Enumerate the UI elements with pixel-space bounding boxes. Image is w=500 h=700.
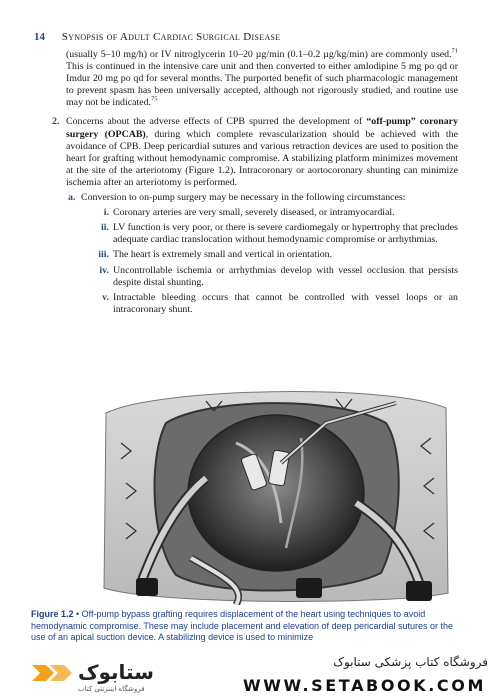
- shop-url[interactable]: WWW.SETABOOK.COM: [243, 676, 486, 695]
- sub-item-label: a.: [68, 192, 76, 204]
- setabook-logo-icon: [30, 657, 160, 695]
- caption-text: Off-pump bypass grafting requires displacement of the heart using techniques to avoid hemodynamic compromise. These may include placement and elevation of deep pericardial sutures or the use of an apical suction device. A stabilizing device is used to minimize: [31, 609, 454, 643]
- surgical-illustration: [96, 383, 454, 605]
- running-title: Synopsis of Adult Cardiac Surgical Disease: [61, 31, 281, 43]
- roman-item: ii. LV function is very poor, or there is severe cardiomegaly or hypertrophy that precludes adequate cardiac translocation without hemodynamic compromise or arrhythmias.: [113, 222, 458, 246]
- figure-label: Figure 1.2: [31, 609, 74, 619]
- roman-label: iv.: [99, 264, 109, 276]
- continuation-paragraph: (usually 5–10 mg/h) or IV nitroglycerin 10–20 µg/min (0.1–0.2 µg/kg/min) are commonly used.$^{71}$ This is continued in the intensive care unit and then converted to either amlodipine 5 mg po qd or Imdur 20 mg po qd for several months. The purported benefit of such pharmacologic management to prevent spasm has been universally accepted, although not rigorously studied, and routine use may not be indicated.$^{75}$: [66, 47, 458, 109]
- reference-superscript: 75: [151, 96, 158, 104]
- sub-item-a: a. Conversion to on-pump surgery may be necessary in the following circumstances: i. Coronary arteries are very small, severely diseased, or intramyocardial. ii. LV function is very poor, or there is severe cardiomegaly or hypertrophy that precludes adequate cardiac translocation without hemodynamic compromise or arrhythmias. iii. The heart is extremely small and vertical in orientation. iv. Uncontrollable ischemia or arrhythmias develop with vessel occlusion that persists despite distal shunting. v. Intractable bleeding occurs that cannot be controlled with vessel loops or an intracoronary shunt.: [68, 192, 458, 315]
- watermark-banner: [0, 645, 500, 700]
- roman-item: iii. The heart is extremely small and vertical in orientation.: [113, 249, 458, 261]
- roman-label: ii.: [101, 222, 109, 234]
- roman-item: iv. Uncontrollable ischemia or arrhythmias develop with vessel occlusion that persists despite distal shunting.: [113, 265, 458, 289]
- body-text: [52, 47, 459, 316]
- list-number: 2.: [52, 116, 60, 128]
- bold-term: “off-pump” coronary surgery (OPCAB): [66, 116, 459, 140]
- roman-item: i. Coronary arteries are very small, severely diseased, or intramyocardial.: [113, 207, 458, 219]
- page-number: 14: [34, 31, 45, 43]
- reference-superscript: 71: [451, 47, 458, 55]
- roman-label: i.: [103, 207, 109, 219]
- roman-label: iii.: [98, 249, 109, 261]
- list-item-2: 2. Concerns about the adverse effects of CPB spurred the development of “off-pump” coronary surgery (OPCAB), during which complete revascularization should be achieved with the avoidance of CPB. Deep pericardial sutures and various retraction devices are used to position the heart for grafting without hemodynamic compromise. A stabilizing platform minimizes movement at the site of the arteriotomy (Figure 1.2). Intracoronary or aortocoronary shunting can minimize ischemia after an arteriotomy is performed. a. Conversion to on-pump surgery may be necessary in the following circumstances: i. Coronary arteries are very small, severely diseased, or intramyocardial. ii. LV function is very poor, or there is severe cardiomegaly or hypertrophy that precludes adequate cardiac translocation without hemodynamic compromise or arrhythmias. iii. The heart is extremely small and vertical in orientation. iv. Uncontrollable ischemia or arrhythmias develop with vessel occlusion that persists despite distal shunting. v. Intractable bleeding occurs that cannot be controlled with vessel loops or an intracoronary shunt.: [52, 116, 459, 315]
- svg-text:فروشگاه اینترنتی کتاب: فروشگاه اینترنتی کتاب: [78, 685, 145, 693]
- shop-name: فروشگاه کتاب پزشکی ستابوک: [333, 655, 488, 669]
- running-header: [34, 31, 280, 43]
- svg-text:ستابوک: ستابوک: [78, 660, 154, 684]
- roman-item: v. Intractable bleeding occurs that cannot be controlled with vessel loops or an intracoronary shunt.: [113, 292, 458, 316]
- roman-label: v.: [102, 291, 109, 303]
- figure-caption: Figure 1.2 • Off-pump bypass grafting requires displacement of the heart using techniques to avoid hemodynamic compromise. These may include placement and elevation of deep pericardial sutures or the use of an apical suction device. A stabilizing device is used to minimize: [31, 609, 454, 643]
